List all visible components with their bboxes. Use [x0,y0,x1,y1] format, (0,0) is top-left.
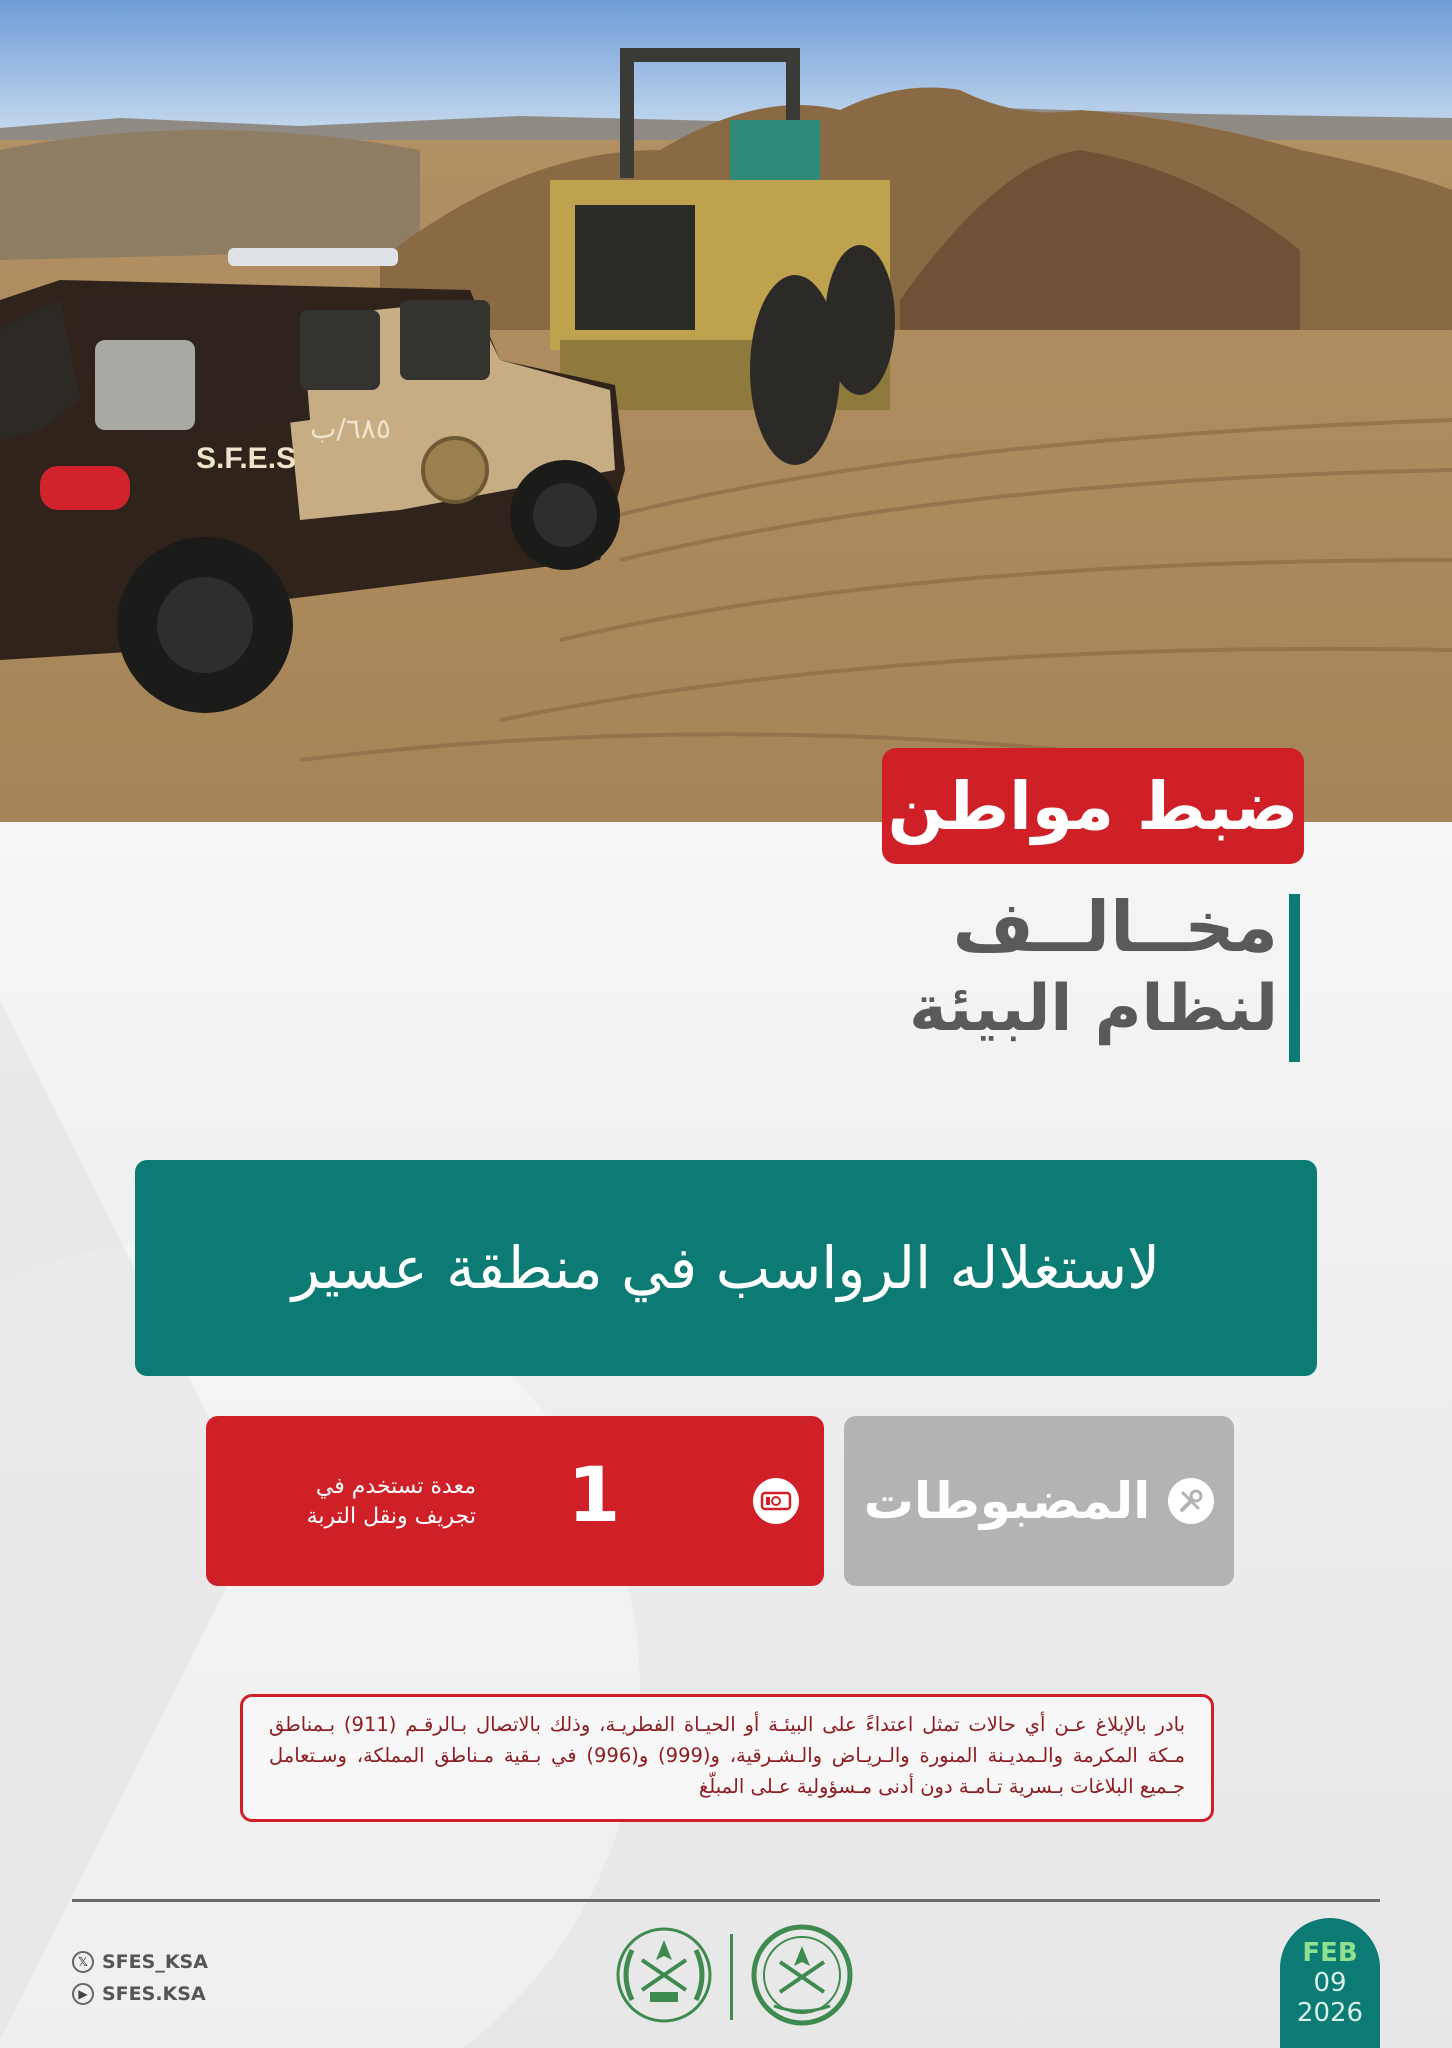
vehicle-text: S.F.E.S [196,442,297,475]
date-month: FEB [1302,1938,1358,1968]
tools-icon [1168,1478,1214,1524]
headline-tag: ضبط مواطن [882,748,1304,864]
reporting-notice: بادر بالإبلاغ عـن أي حالات تمثل اعتداءً على البيئـة أو الحيـاة الفطريـة، وذلك بالاتصال بـالرقـم (911) بـمناطق مـكة المكرمة والـمديـنة المنورة والـريـاض والـشـرقية، و(999) و(996) في بـقية مـناطق المملكة، وسـتعامل جـميع البلاغات بـسرية تـامـة دون أدنى مـسؤولية عـلى المبلّغ [240,1694,1214,1822]
seized-description-line-1: معدة تستخدم في [315,1474,476,1499]
sfes-emblem [618,1929,710,2021]
social-youtube[interactable] [72,1978,272,2010]
seized-description-line-2: تجريف ونقل التربة [306,1504,476,1529]
social-x-handle: SFES_KSA [102,1951,208,1973]
social-handles [72,1946,272,2010]
hero-photo [0,0,1452,822]
seized-description [236,1472,476,1532]
youtube-icon: ▶ [72,1983,94,2005]
vehicle-plate: ٦٨٥/ب [310,412,391,445]
seized-count: 1 [567,1450,621,1539]
logos [602,1920,862,2030]
date-year: 2026 [1296,1998,1364,2028]
date-badge [1280,1918,1380,2048]
title-line-1: مخــالــف [952,886,1278,968]
social-youtube-handle: SFES.KSA [102,1983,206,2005]
ministry-emblem [754,1927,850,2023]
title-line-2: لنظام البيئة [909,972,1278,1046]
seized-item-card [206,1416,824,1586]
social-x[interactable] [72,1946,272,1978]
title-accent-bar [1289,894,1300,1062]
headline-title [820,886,1300,1056]
region-banner: لاستغلاله الرواسب في منطقة عسير [135,1160,1317,1376]
seized-label [844,1416,1234,1586]
footer-divider [72,1899,1380,1902]
date-day: 09 [1313,1968,1347,1998]
seized-label-text: المضبوطات [863,1472,1151,1530]
x-icon: 𝕏 [72,1951,94,1973]
equipment-icon [753,1478,799,1524]
